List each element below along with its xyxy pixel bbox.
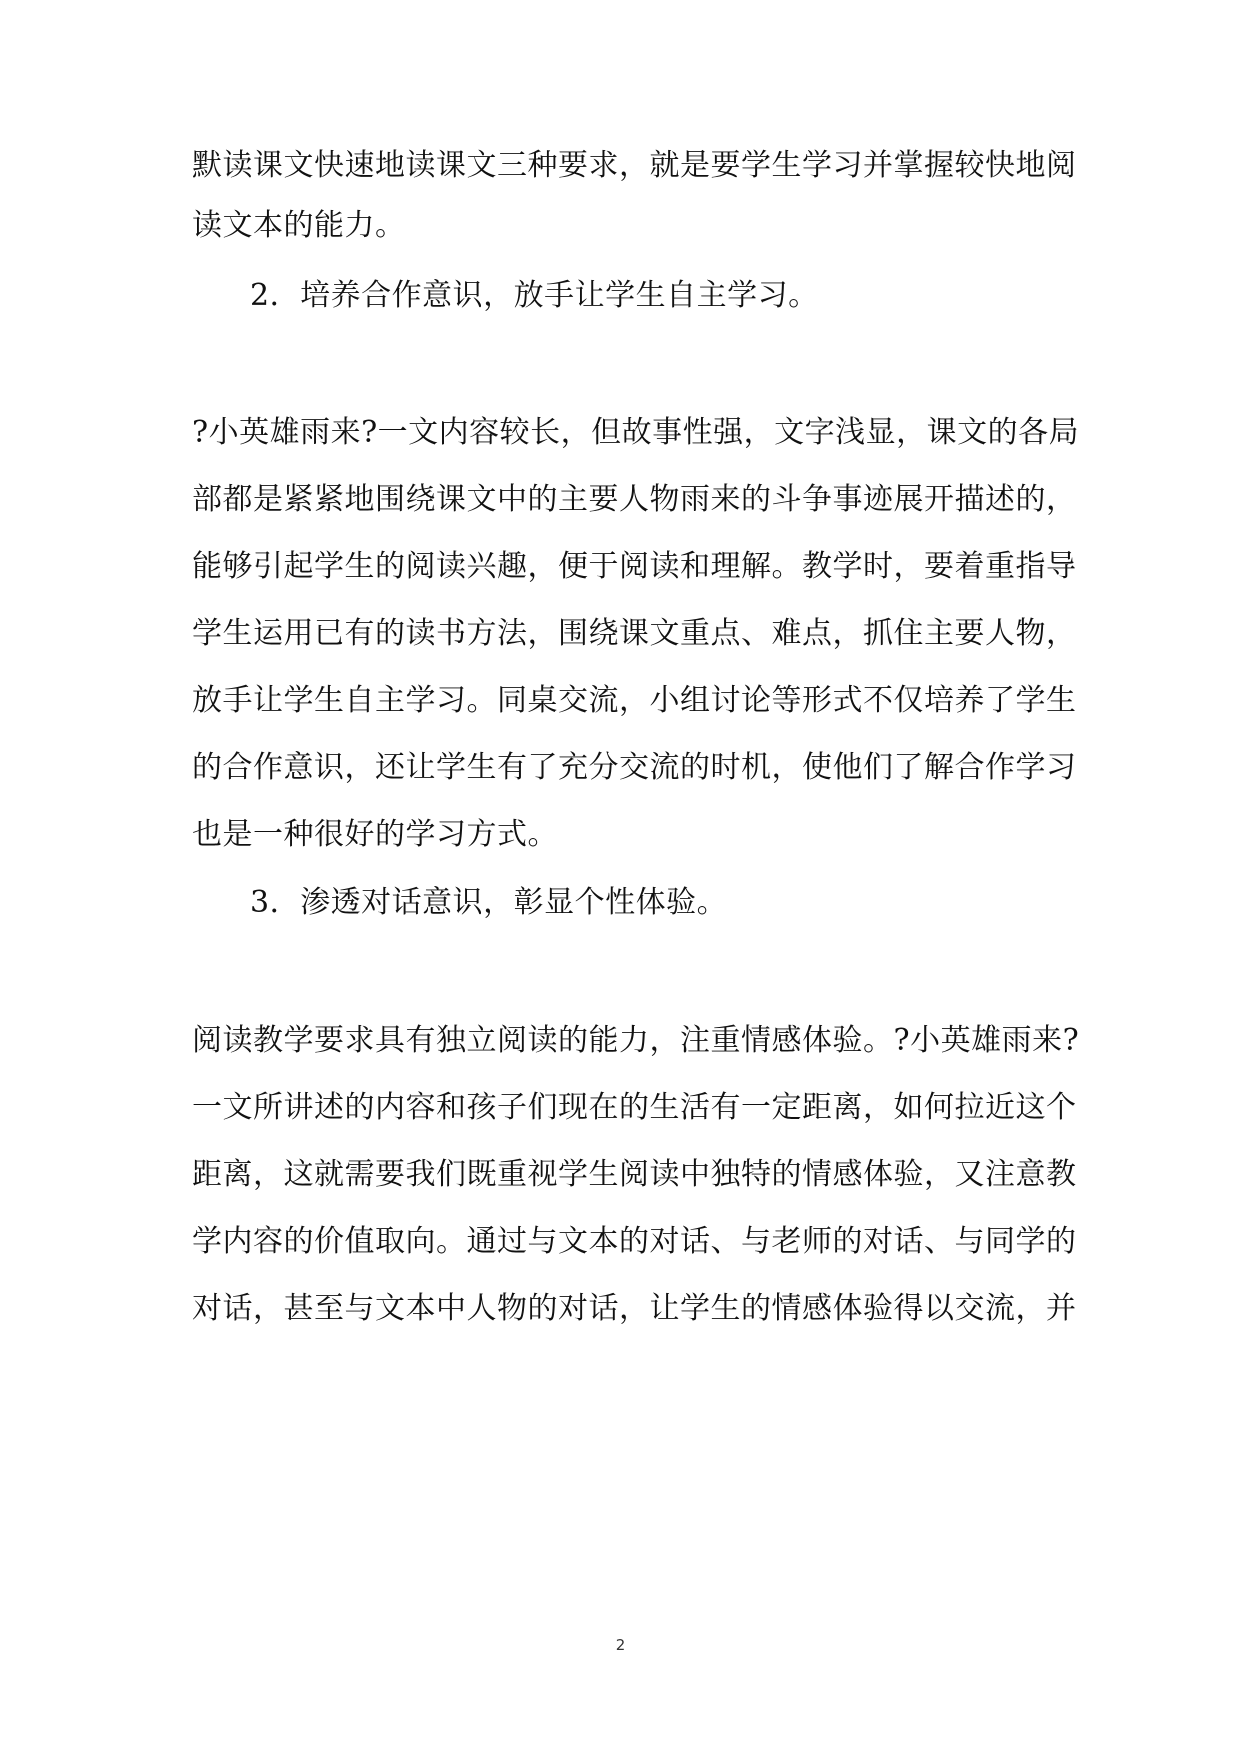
text-line: 部都是紧紧地围绕课文中的主要人物雨来的斗争事迹展开描述的， [192, 482, 1077, 517]
text-line: ?小英雄雨来?一文内容较长，但故事性强，文字浅显，课文的各局 [192, 415, 1080, 450]
text-line: 读文本的能力。 [192, 208, 406, 243]
text-line: 学生运用已有的读书方法，围绕课文重点、难点，抓住主要人物， [192, 616, 1077, 651]
section-heading: 2．培养合作意识，放手让学生自主学习。 [250, 278, 819, 313]
text-line: 也是一种很好的学习方式。 [192, 817, 558, 852]
text-line: 对话，甚至与文本中人物的对话，让学生的情感体验得以交流，并 [192, 1291, 1077, 1326]
text-line: 距离，这就需要我们既重视学生阅读中独特的情感体验，又注意教 [192, 1157, 1077, 1192]
text-line: 放手让学生自主学习。同桌交流，小组讨论等形式不仅培养了学生 [192, 683, 1077, 718]
text-line: 默读课文快速地读课文三种要求，就是要学生学习并掌握较快地阅 [192, 148, 1077, 183]
section-heading: 3．渗透对话意识，彰显个性体验。 [250, 885, 728, 920]
text-line: 学内容的价值取向。通过与文本的对话、与老师的对话、与同学的 [192, 1224, 1077, 1259]
text-line: 的合作意识，还让学生有了充分交流的时机，使他们了解合作学习 [192, 750, 1077, 785]
page-number: 2 [615, 1636, 626, 1654]
text-line: 一文所讲述的内容和孩子们现在的生活有一定距离，如何拉近这个 [192, 1090, 1077, 1125]
text-line: 阅读教学要求具有独立阅读的能力，注重情感体验。?小英雄雨来? [192, 1023, 1080, 1058]
text-line: 能够引起学生的阅读兴趣，便于阅读和理解。教学时，要着重指导 [192, 549, 1077, 584]
